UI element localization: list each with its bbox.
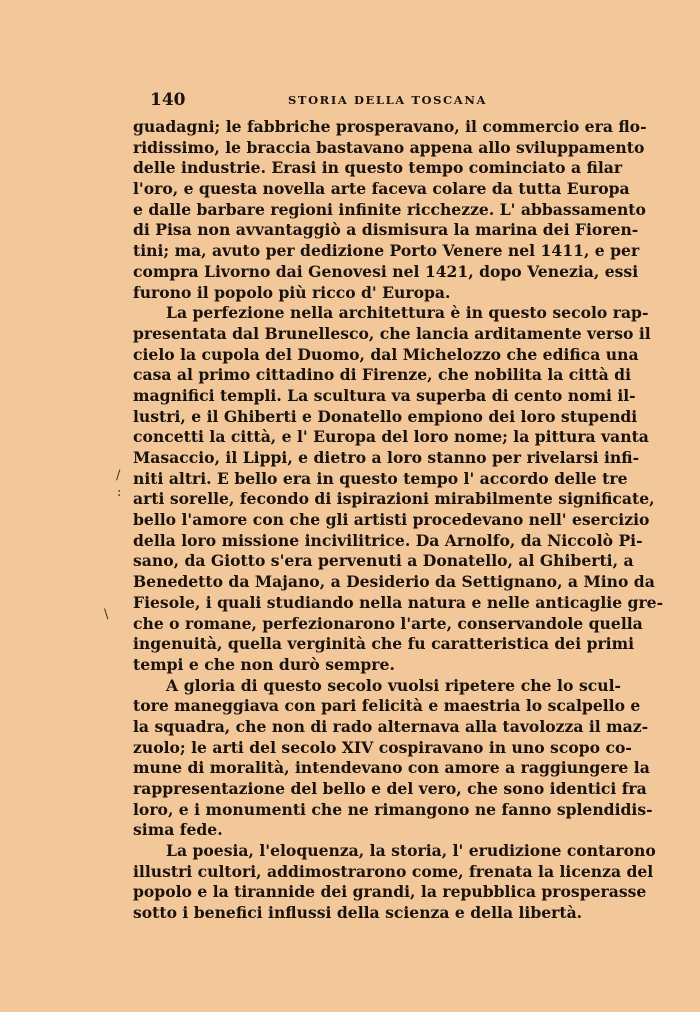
text-line: delle industrie. Erasi in questo tempo cominciato a filar [133, 158, 623, 178]
paragraph [133, 675, 653, 842]
text-line: guadagni; le fabbriche prosperavano, il commercio era flo- [133, 117, 647, 136]
text-line: magnifici templi. La scultura va superba di cento nomi il- [133, 385, 636, 405]
text-line: furono il popolo più ricco d' Europa. [133, 282, 451, 302]
body-text [133, 117, 664, 924]
text-line: mune di moralità, intendevano con amore a raggiungere la [133, 758, 650, 778]
text-line: tore maneggiava con pari felicità e maestria lo scalpello e [133, 696, 641, 716]
text-line: che o romane, perfezionarono l'arte, conservandole quella [133, 613, 643, 633]
text-line: illustri cultori, addimostrarono come, frenata la licenza del [133, 861, 654, 881]
text-line: rappresentazione del bello e del vero, che sono identici fra [133, 779, 647, 798]
margin-mark: : [117, 485, 122, 500]
text-line: La poesia, l'eloquenza, la storia, l' erudizione contarono [166, 841, 656, 861]
text-line: presentata dal Brunellesco, che lancia arditamente verso il [133, 323, 651, 343]
text-line: zuolo; le arti del secolo XIV cospiravano in uno scopo co- [133, 737, 632, 757]
text-line: compra Livorno dai Genovesi nel 1421, dopo Venezia, essi [133, 261, 639, 281]
text-line: lustri, e il Ghiberti e Donatello empiono dei loro stupendi [133, 406, 638, 426]
paragraph [133, 303, 664, 675]
text-line: tempi e che non durò sempre. [133, 654, 395, 674]
text-line: Benedetto da Majano, a Desiderio da Settignano, a Mino da [133, 572, 655, 592]
text-line: bello l'amore con che gli artisti procedevano nell' esercizio [133, 510, 650, 530]
text-line: della loro missione incivilitrice. Da Arnolfo, da Niccolò Pi- [133, 530, 643, 550]
text-line: loro, e i monumenti che ne rimangono ne fanno splendidis- [133, 799, 653, 819]
running-title: STORIA DELLA TOSCANA [288, 93, 487, 107]
text-line: la squadra, che non di rado alternava alla tavolozza il maz- [133, 716, 649, 736]
text-line: popolo e la tirannide dei grandi, la repubblica prosperasse [133, 882, 647, 902]
paragraph [133, 841, 656, 924]
text-line: ridissimo, le braccia bastavano appena allo sviluppamento [133, 137, 645, 157]
text-line: niti altri. E bello era in questo tempo l' accordo delle tre [133, 468, 628, 488]
text-line: arti sorelle, fecondo di ispirazioni mirabilmente significate, [133, 489, 655, 509]
text-line: A gloria di questo secolo vuolsi ripetere che lo scul- [166, 675, 621, 695]
text-line: sano, da Giotto s'era pervenuti a Donatello, al Ghiberti, a [133, 551, 634, 571]
paragraph [133, 117, 647, 303]
text-line: ingenuità, quella verginità che fu caratteristica dei primi [133, 634, 635, 654]
page-number: 140 [150, 90, 186, 110]
text-line: l'oro, e questa novella arte faceva colare da tutta Europa [133, 179, 630, 199]
text-line: Fiesole, i quali studiando nella natura e nelle anticaglie gre- [133, 592, 664, 612]
margin-mark: / [116, 468, 121, 483]
text-line: di Pisa non avvantaggiò a dismisura la marina dei Fioren- [133, 220, 639, 240]
text-line: cielo la cupola del Duomo, dal Michelozzo che edifica una [133, 344, 639, 364]
text-line: sima fede. [133, 820, 223, 840]
margin-mark: \ [104, 607, 109, 622]
page-header [150, 90, 620, 112]
text-line: La perfezione nella architettura è in questo secolo rap- [166, 303, 649, 323]
text-line: casa al primo cittadino di Firenze, che nobilita la città di [133, 365, 631, 385]
text-line: e dalle barbare regioni infinite ricchezze. L' abbassamento [133, 199, 646, 219]
text-line: Masaccio, il Lippi, e dietro a loro stanno per rivelarsi infi- [133, 448, 640, 467]
text-line: concetti la città, e l' Europa del loro nome; la pittura vanta [133, 427, 649, 447]
text-line: tini; ma, avuto per dedizione Porto Venere nel 1411, e per [133, 241, 640, 261]
text-line: sotto i benefici influssi della scienza e della libertà. [133, 903, 583, 923]
